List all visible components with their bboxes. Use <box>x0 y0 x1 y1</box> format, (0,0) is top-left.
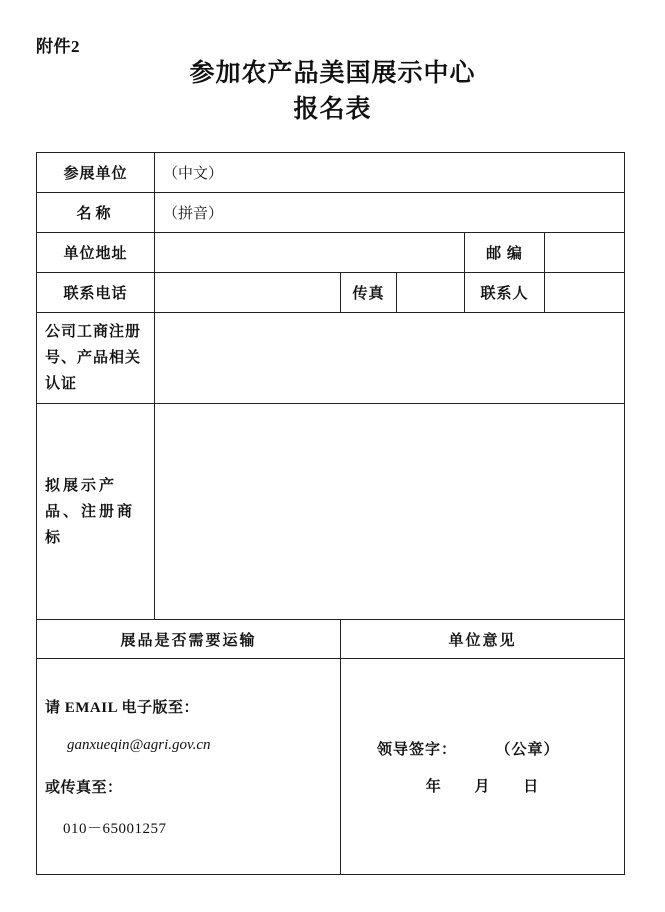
signature-row <box>349 738 616 759</box>
submission-notes-cell <box>37 659 341 875</box>
attachment-label: 附件2 <box>36 37 80 56</box>
table-row <box>37 313 625 404</box>
day-label: 日 <box>523 778 540 795</box>
transport-header: 展品是否需要运输 <box>37 620 341 659</box>
address-field[interactable] <box>155 233 465 273</box>
contact-label: 联系人 <box>465 273 545 313</box>
registration-label: 公司工商注册号、产品相关认证 <box>37 313 155 404</box>
registration-form-table <box>36 152 625 875</box>
table-row <box>37 153 625 193</box>
date-row <box>349 775 616 796</box>
title-line-1: 参加农产品美国展示中心 <box>189 60 476 87</box>
products-field[interactable] <box>155 404 625 620</box>
unit-name-label-line2: 名称 <box>37 193 155 233</box>
unit-name-label-line1: 参展单位 <box>37 153 155 193</box>
address-label: 单位地址 <box>37 233 155 273</box>
postcode-field[interactable] <box>545 233 625 273</box>
unit-opinion-header: 单位意见 <box>341 620 625 659</box>
fax-label: 传真 <box>341 273 397 313</box>
fax-field[interactable] <box>397 273 465 313</box>
phone-field[interactable] <box>155 273 341 313</box>
unit-name-pinyin-field[interactable]: （拼音） <box>155 193 625 233</box>
year-label: 年 <box>425 778 442 795</box>
registration-field[interactable] <box>155 313 625 404</box>
seal-label: （公章） <box>503 741 560 758</box>
unit-opinion-cell[interactable] <box>341 659 625 875</box>
table-row <box>37 659 625 875</box>
products-label: 拟展示产品、注册商标 <box>37 404 155 620</box>
leader-sign-label: 领导签字： <box>377 741 458 758</box>
email-address: ganxueqin@agri.gov.cn <box>67 736 211 753</box>
table-row <box>37 233 625 273</box>
unit-name-chinese-field[interactable]: （中文） <box>155 153 625 193</box>
postcode-label: 邮 编 <box>465 233 545 273</box>
table-row <box>37 404 625 620</box>
table-row <box>37 273 625 313</box>
fax-number: 010－65001257 <box>63 820 167 837</box>
title-line-2: 报名表 <box>293 96 372 123</box>
fax-instruction: 或传真至： <box>45 779 123 796</box>
month-label: 月 <box>474 778 491 795</box>
contact-field[interactable] <box>545 273 625 313</box>
table-row <box>37 620 625 659</box>
table-row <box>37 193 625 233</box>
phone-label: 联系电话 <box>37 273 155 313</box>
page-title <box>0 56 665 128</box>
email-instruction: 请 EMAIL 电子版至： <box>45 699 200 716</box>
